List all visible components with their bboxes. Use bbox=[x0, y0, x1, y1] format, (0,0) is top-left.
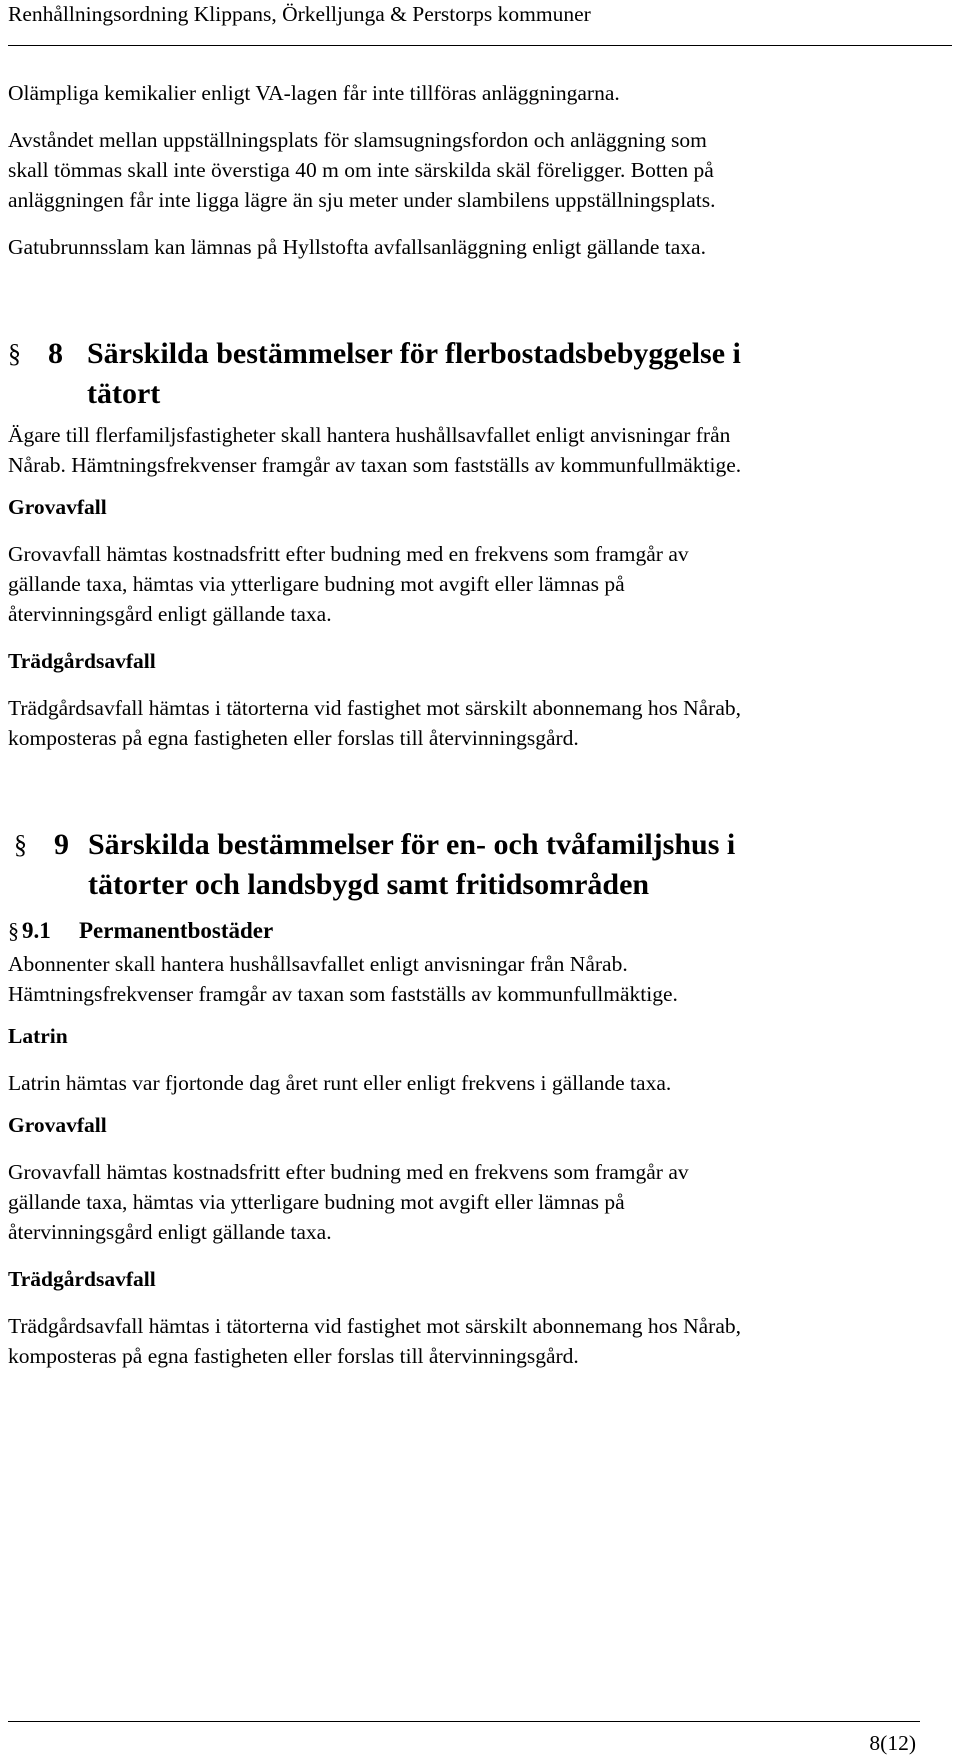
text-line: Abonnenter skall hantera hushållsavfallet enligt anvisningar från Nårab. bbox=[8, 952, 628, 976]
tradgardsavfall-text bbox=[8, 693, 948, 753]
header-rule bbox=[8, 45, 952, 46]
section-8-heading bbox=[8, 334, 948, 414]
section-9-1-heading bbox=[8, 915, 948, 947]
section-number: 9 bbox=[54, 828, 69, 861]
heading-line: Särskilda bestämmelser för en- och tvåfamiljshus i bbox=[88, 828, 736, 861]
text-line: gällande taxa, hämtas via ytterligare budning mot avgift eller lämnas på bbox=[8, 572, 625, 596]
text-line: skall tömmas skall inte överstiga 40 m om inte särskilda skäl föreligger. Botten på bbox=[8, 158, 714, 182]
subsection-title: Permanentbostäder bbox=[79, 918, 274, 943]
section-mark: § bbox=[14, 830, 27, 859]
text-line: komposteras på egna fastigheten eller forslas till återvinningsgård. bbox=[8, 1344, 579, 1368]
section-8-body bbox=[8, 420, 948, 480]
intro-paragraph-3: Gatubrunnsslam kan lämnas på Hyllstofta avfallsanläggning enligt gällande taxa. bbox=[8, 235, 706, 259]
text-line: anläggningen får inte ligga lägre än sju meter under slambilens uppställningsplats. bbox=[8, 188, 716, 212]
latrin-heading: Latrin bbox=[8, 1024, 68, 1048]
running-header: Renhållningsordning Klippans, Örkelljunga & Perstorps kommuner bbox=[8, 2, 591, 26]
tradgardsavfall-heading: Trädgårdsavfall bbox=[8, 1267, 156, 1291]
heading-line: Särskilda bestämmelser för flerbostadsbebyggelse i bbox=[87, 337, 741, 370]
text-line: gällande taxa, hämtas via ytterligare budning mot avgift eller lämnas på bbox=[8, 1190, 625, 1214]
section-number: 8 bbox=[48, 337, 63, 370]
heading-line: tätort bbox=[87, 377, 161, 410]
grovavfall-heading: Grovavfall bbox=[8, 495, 107, 519]
section-mark: § bbox=[8, 918, 19, 943]
grovavfall-text bbox=[8, 1157, 948, 1247]
text-line: återvinningsgård enligt gällande taxa. bbox=[8, 602, 332, 626]
page-number: 8(12) bbox=[869, 1731, 916, 1755]
grovavfall-text bbox=[8, 539, 948, 629]
text-line: Trädgårdsavfall hämtas i tätorterna vid fastighet mot särskilt abonnemang hos Nårab, bbox=[8, 1314, 742, 1338]
section-9-heading bbox=[8, 825, 948, 905]
heading-line: tätorter och landsbygd samt fritidsområden bbox=[88, 868, 650, 901]
latrin-text: Latrin hämtas var fjortonde dag året runt eller enligt frekvens i gällande taxa. bbox=[8, 1071, 672, 1095]
intro-paragraph-2 bbox=[8, 125, 948, 215]
text-line: Trädgårdsavfall hämtas i tätorterna vid fastighet mot särskilt abonnemang hos Nårab, bbox=[8, 696, 742, 720]
section-9-1-body bbox=[8, 949, 948, 1009]
text-line: återvinningsgård enligt gällande taxa. bbox=[8, 1220, 332, 1244]
text-line: Grovavfall hämtas kostnadsfritt efter budning med en frekvens som framgår av bbox=[8, 542, 689, 566]
section-mark: § bbox=[8, 339, 21, 368]
intro-paragraph-1: Olämpliga kemikalier enligt VA-lagen får inte tillföras anläggningarna. bbox=[8, 81, 620, 105]
text-line: Grovavfall hämtas kostnadsfritt efter budning med en frekvens som framgår av bbox=[8, 1160, 689, 1184]
tradgardsavfall-heading: Trädgårdsavfall bbox=[8, 649, 156, 673]
footer-rule bbox=[8, 1721, 920, 1722]
grovavfall-heading: Grovavfall bbox=[8, 1113, 107, 1137]
text-line: Nårab. Hämtningsfrekvenser framgår av taxan som fastställs av kommunfullmäktige. bbox=[8, 453, 742, 477]
section-number: 9.1 bbox=[22, 918, 51, 943]
text-line: Ägare till flerfamiljsfastigheter skall hantera hushållsavfallet enligt anvisningar från bbox=[8, 423, 731, 447]
text-line: Hämtningsfrekvenser framgår av taxan som fastställs av kommunfullmäktige. bbox=[8, 982, 678, 1006]
page-body bbox=[8, 78, 948, 1371]
tradgardsavfall-text bbox=[8, 1311, 948, 1371]
text-line: Avståndet mellan uppställningsplats för slamsugningsfordon och anläggning som bbox=[8, 128, 707, 152]
text-line: komposteras på egna fastigheten eller forslas till återvinningsgård. bbox=[8, 726, 579, 750]
